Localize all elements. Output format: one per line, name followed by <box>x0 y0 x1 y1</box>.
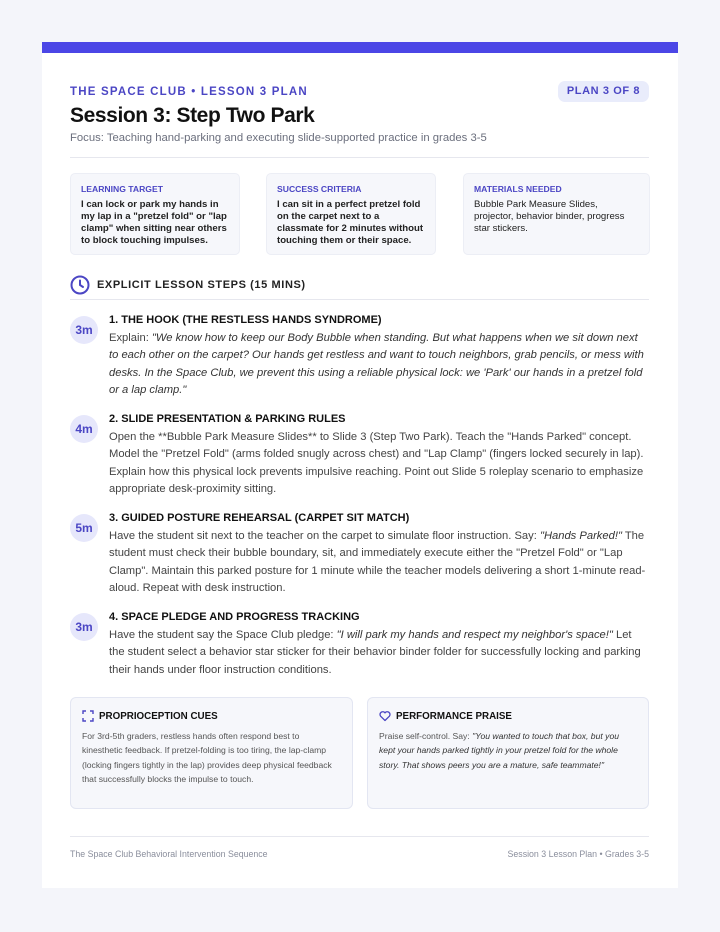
step-text: Have the student say the Space Club pledge: "I will park my hands and respect my neighbor's space!" Let the student select a behavior star sticker for their behavior binder folder for successfully locking and parking their hands under floor instruction conditions. <box>109 629 641 676</box>
step-title: 2. SLIDE PRESENTATION & PARKING RULES <box>109 413 346 425</box>
steps-heading <box>70 275 306 295</box>
accent-top-bar <box>42 42 678 53</box>
step-text: Have the student sit next to the teacher on the carpet to simulate floor instruction. Say: "Hands Parked!" The student must check their bubble boundary, sit, and immediately execute either the "Pretzel Fold" or "Lap Clamp". Maintain this parked posture for 1 minute while the teacher models delivering a short 1-minute read-aloud. Repeat with desk instruction. <box>109 530 646 594</box>
clock-icon <box>70 275 90 295</box>
step-time-badge: 3m <box>70 613 98 641</box>
card-label: LEARNING TARGET <box>81 184 163 194</box>
card-label: SUCCESS CRITERIA <box>277 184 362 194</box>
step-time-badge: 4m <box>70 415 98 443</box>
steps-divider <box>70 299 649 300</box>
card-materials-needed <box>463 173 650 255</box>
steps-heading-label: EXPLICIT LESSON STEPS (15 MINS) <box>97 279 306 291</box>
card-success-criteria <box>266 173 436 255</box>
page-title: Session 3: Step Two Park <box>70 104 315 127</box>
step-text: Explain: "We know how to keep our Body Bubble when standing. But what happens when we sit down next to each other on the carpet? Our hands get restless and want to touch neighbors, grab pencils, or mess with desks. In the Space Club, we prevent this using a reliable physical lock: we 'Park' our hands in a pretzel fold or a lap clamp." <box>109 332 644 396</box>
step-text: Open the **Bubble Park Measure Slides** to Slide 3 (Step Two Park). Teach the "Hands Parked" concept. Model the "Pretzel Fold" (arms folded snugly across chest) and "Lap Clamp" (fingers locked securely in lap). Explain how this physical lock prevents impulsive reaching. Point out Slide 5 roleplay scenario to emphasize appropriate desk-proximity sitting. <box>109 431 644 495</box>
focus-subtitle: Focus: Teaching hand-parking and executing slide-supported practice in grades 3-5 <box>70 132 487 144</box>
step-title: 4. SPACE PLEDGE AND PROGRESS TRACKING <box>109 611 360 623</box>
cue-text: Praise self-control. Say: "You wanted to touch that box, but you kept your hands parked tightly in your pretzel fold for the whole story. That shows peers you are a mature, safe teammate!" <box>379 731 620 770</box>
footer-divider <box>70 836 649 837</box>
step-title: 3. GUIDED POSTURE REHEARSAL (CARPET SIT MATCH) <box>109 512 410 524</box>
performance-praise-box <box>367 697 649 809</box>
step-title: 1. THE HOOK (THE RESTLESS HANDS SYNDROME) <box>109 314 382 326</box>
card-text: Bubble Park Measure Slides, projector, behavior binder, progress star stickers. <box>474 199 625 234</box>
card-text: I can sit in a perfect pretzel fold on the carpet next to a classmate for 2 minutes without touching them or their space. <box>277 199 424 246</box>
header-divider <box>70 157 649 158</box>
proprioception-cues-box <box>70 697 353 809</box>
cue-title: PERFORMANCE PRAISE <box>396 710 512 722</box>
lesson-plan-page <box>42 42 678 888</box>
footer-left: The Space Club Behavioral Intervention Sequence <box>70 849 268 859</box>
card-label: MATERIALS NEEDED <box>474 184 562 194</box>
step-time-badge: 5m <box>70 514 98 542</box>
step-time-badge: 3m <box>70 316 98 344</box>
cue-title: PROPRIOCEPTION CUES <box>99 710 218 722</box>
eyebrow-label: THE SPACE CLUB • LESSON 3 PLAN <box>70 86 308 98</box>
heart-icon <box>379 710 391 722</box>
footer-right: Session 3 Lesson Plan • Grades 3-5 <box>507 849 649 859</box>
card-learning-target <box>70 173 240 255</box>
focus-brackets-icon <box>82 710 94 722</box>
card-text: I can lock or park my hands in my lap in a "pretzel fold" or "lap clamp" when sitting near others to block touching impulses. <box>81 199 227 246</box>
plan-badge: PLAN 3 OF 8 <box>558 81 649 102</box>
cue-text: For 3rd-5th graders, restless hands often respond best to kinesthetic feedback. If pretzel-folding is too tiring, the lap-clamp (locking fingers tightly in the lap) provides deep physical feedback that successfully blocks the impulse to touch. <box>82 731 332 784</box>
